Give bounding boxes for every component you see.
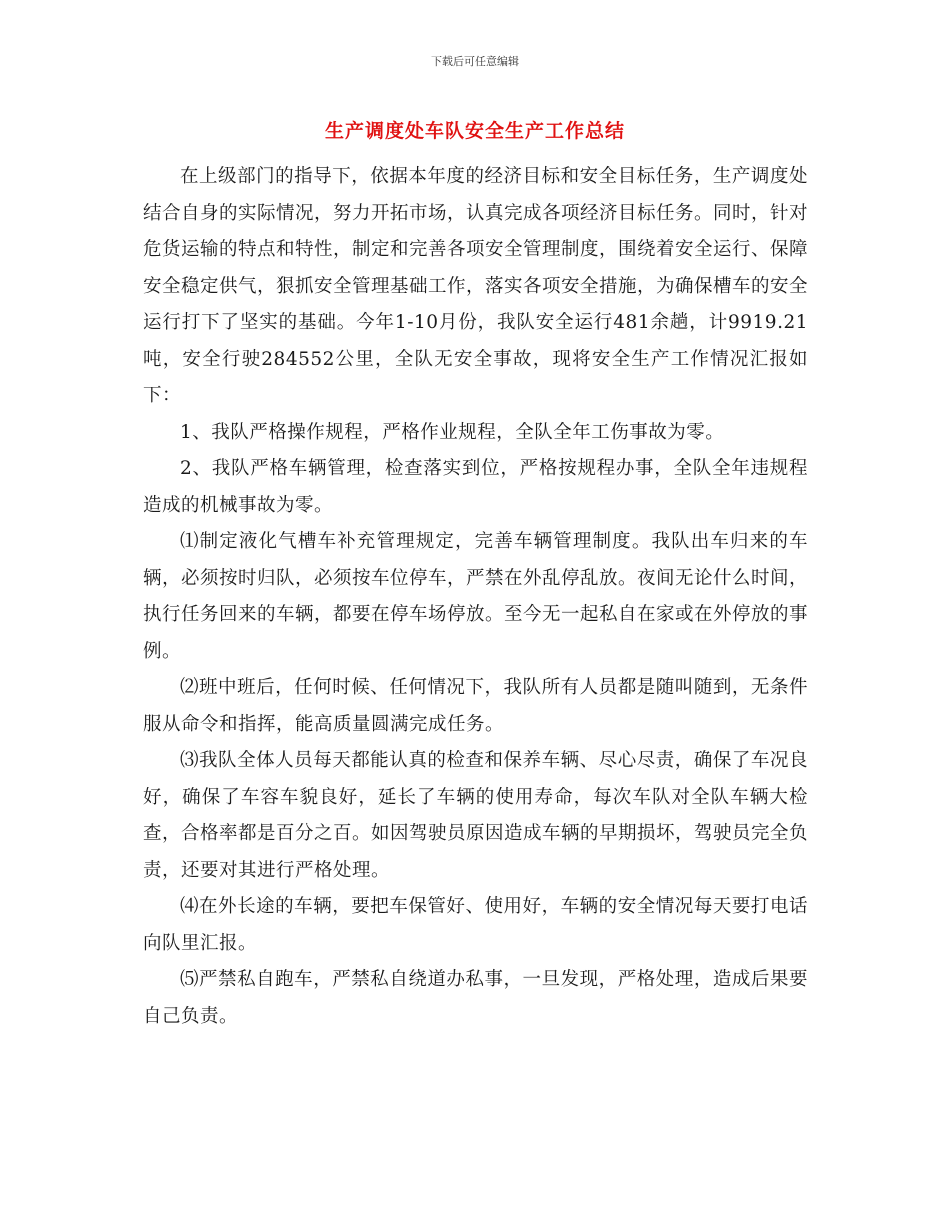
page-header-note: 下载后可任意编辑 xyxy=(431,55,519,68)
sub-item-3-paragraph: ⑶我队全体人员每天都能认真的检查和保养车辆、尽心尽责，确保了车况良好，确保了车容车貌良好，延长了车辆的使用寿命，每次车队对全队车辆大检查，合格率都是百分之百。如因驾驶员原因造成车辆的早期损坏，驾驶员完全负责，还要对其进行严格处理。 xyxy=(143,750,809,881)
item-1-paragraph: 1、我队严格操作规程，严格作业规程，全队全年工伤事故为零。 xyxy=(180,421,725,443)
sub-item-2-paragraph: ⑵班中班后，任何时候、任何情况下，我队所有人员都是随叫随到，无条件服从命令和指挥，能高质量圆满完成任务。 xyxy=(143,677,808,735)
intro-paragraph: 在上级部门的指导下，依据本年度的经济目标和安全目标任务，生产调度处结合自身的实际情况，努力开拓市场，认真完成各项经济目标任务。同时，针对危货运输的特点和特性，制定和完善各项安全管理制度，围绕着安全运行、保障安全稳定供气，狠抓安全管理基础工作，落实各项安全措施，为确保槽车的安全运行打下了坚实的基础。今年1-10月份，我队安全运行481余趟，计9919.21吨，安全行驶284552公里，全队无安全事故，现将安全生产工作情况汇报如下： xyxy=(143,166,809,406)
sub-item-4-paragraph: ⑷在外长途的车辆，要把车保管好、使用好，车辆的安全情况每天要打电话向队里汇报。 xyxy=(143,896,808,954)
document-body xyxy=(143,159,808,1035)
sub-item-1-paragraph: ⑴制定液化气槽车补充管理规定，完善车辆管理制度。我队出车归来的车辆，必须按时归队，必须按车位停车，严禁在外乱停乱放。夜间无论什么时间，执行任务回来的车辆，都要在停车场停放。至今无一起私自在家或在外停放的事例。 xyxy=(143,531,809,662)
sub-item-5-paragraph: ⑸严禁私自跑车，严禁私自绕道办私事，一旦发现，严格处理，造成后果要自己负责。 xyxy=(143,969,808,1027)
item-2-paragraph: 2、我队严格车辆管理，检查落实到位，严格按规程办事，全队全年违规程造成的机械事故为零。 xyxy=(143,458,808,516)
document-title: 生产调度处车队安全生产工作总结 xyxy=(324,120,625,142)
